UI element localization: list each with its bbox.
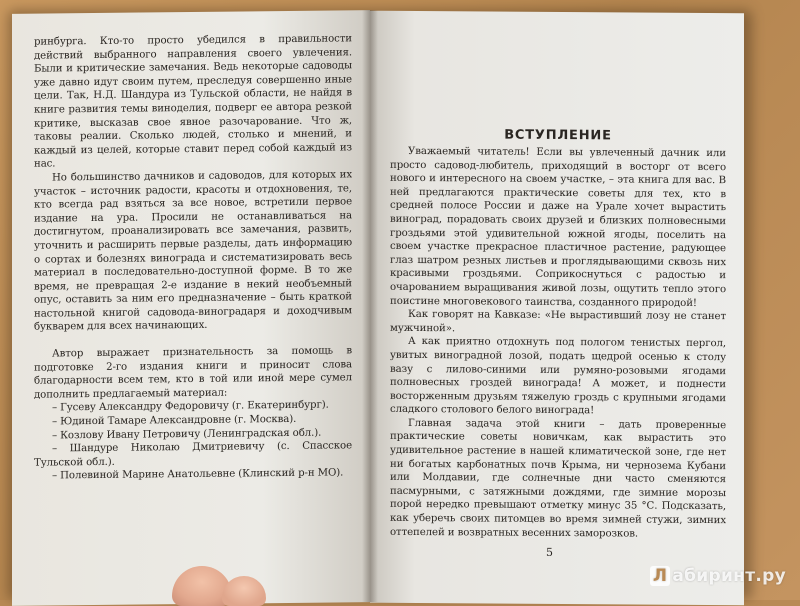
left-page bbox=[12, 10, 370, 606]
thanks-list-item: – Шандуре Николаю Дмитриевичу (с. Спасское Тульской обл.). bbox=[34, 440, 352, 469]
left-paragraph-2: Но большинство дачников и садоводов, для которых их участок – источник радости, красоты и отдохновения, те, кто всегда рад взяться за все новое, встретили первое издание на ура. Просили не останавливаться на достигнутом, проанализировать все замечания, развить, уточнить и расширить первые разделы, дать информацию о сортах и болезнях винограда и систематизировать весь материал в последовательно-доступной форме. В то же время, не превращая 2-е издание в некий необъемный опус, оставить за ним его предназначение – быть краткой настольной книгой садовода-виноградаря и доходчивым букварем для всех начинающих. bbox=[34, 169, 352, 334]
right-paragraph-3: А как приятно отдохнуть под пологом тенистых пергол, увитых виноградной лозой, подать щедрой осенью к столу вазу с лилово-синими или румяно-розовыми ягодами полновесных гроздей винограда! А может, и поднести восторженным друзьям тяжелую гроздь с крупными ягодами сладкого столового белого винограда! bbox=[390, 336, 726, 417]
right-page bbox=[370, 11, 744, 606]
chapter-heading: ВСТУПЛЕНИЕ bbox=[504, 127, 612, 144]
right-page-text bbox=[390, 145, 726, 542]
thanks-list-item: – Юдиной Тамаре Александровне (г. Москва). bbox=[52, 413, 297, 428]
page-number: 5 bbox=[546, 545, 553, 559]
thanks-list-item: – Гусеву Александру Федоровичу (г. Екатеринбург). bbox=[52, 399, 329, 414]
right-paragraph-2: Как говорят на Кавказе: «Не вырастивший лозу не станет мужчиной». bbox=[390, 309, 726, 335]
watermark-badge: Л bbox=[650, 566, 670, 586]
thanks-list-item: – Козлову Ивану Петровичу (Ленинградская обл.). bbox=[52, 427, 322, 442]
book-gutter bbox=[362, 10, 378, 602]
left-page-text bbox=[34, 32, 352, 483]
right-paragraph-1: Уважаемый читатель! Если вы увлеченный дачник или просто садовод-любитель, приходящий в восторг от всего нового и интересного на своем участке, – эта книга для вас. В ней предлагаются практические советы для тех, кто в средней полосе России и даже на Урале хочет вырастить виноград, порадовать своих друзей и близких полновесными гроздьями этой удивительной южной ягоды, поселить на своем участке прекрасное пластичное растение, радующее глаз шатром резных листьев и проглядывающими сквозь них красивыми гроздьями. Соприкоснуться с радостью и очарованием выращивания живой лозы, ощутить тепло этого поистине многовекового таинства, созданного природой! bbox=[390, 145, 726, 309]
watermark-text: абиринт.ру bbox=[672, 566, 786, 586]
thanks-list-item: – Полевиной Марине Анатольевне (Клинский р-н МО). bbox=[52, 467, 344, 482]
left-paragraph-1: ринбурга. Кто-то просто убедился в правильности действий выбранного направления своего увлечения. Были и критические замечания. Ведь некоторые садоводы уже давно идут своим путем, преследуя совершенно иные цели. Так, Н.Д. Шандура из Тульской области, не найдя в книге развития темы виноделия, подверг ее автора резкой критике, высказав свое явное разочарование. Что ж, таковы реалии. Сколько людей, столько и мнений, и каждый из целей, которые ставит перед собой каждый из нас. bbox=[34, 33, 352, 170]
site-watermark bbox=[650, 566, 786, 586]
right-paragraph-4: Главная задача этой книги – дать проверенные практические советы новичкам, как вырастить это удивительное растение в нашей климатической зоне, где нет ни богатых карбонатных почв Крыма, ни чернозема Кубани или Молдавии, где солнечные дни часто сменяются пасмурными, с затяжными дождями, где зимние морозы порой нередко превышают отметку минус 35 °С. Подсказать, как уберечь своих питомцев во время зимней стужи, зимних оттепелей и возвратных весенних заморозков. bbox=[390, 417, 726, 540]
left-paragraph-3: Автор выражает признательность за помощь в подготовке 2-го издания книги и приносит слова благодарности всем тем, кто в той или иной мере сумел дополнить предлагаемый материал: bbox=[34, 345, 352, 401]
